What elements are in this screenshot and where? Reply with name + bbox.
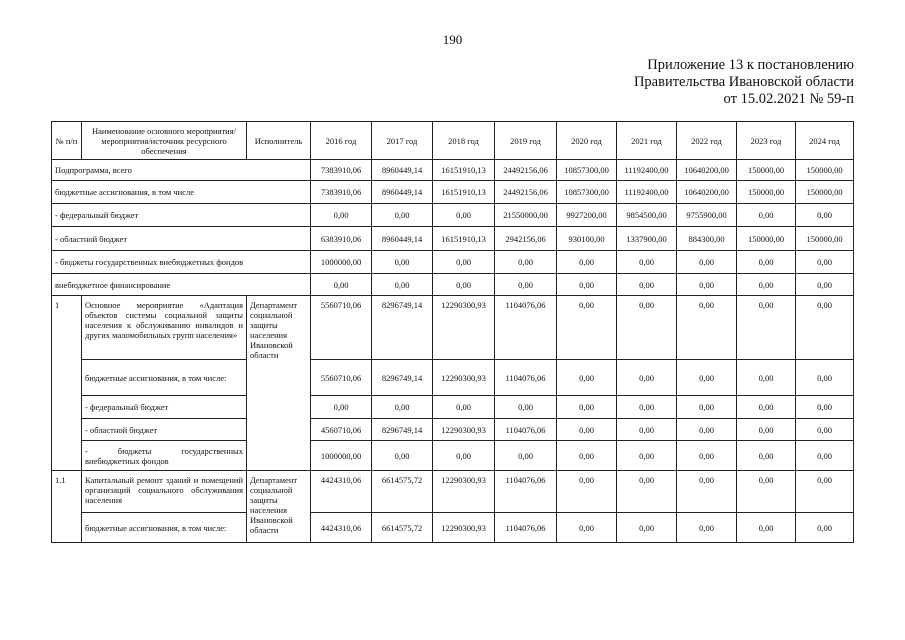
value-cell: 9755900,00 <box>677 204 737 227</box>
value-cell: 0,00 <box>372 396 433 419</box>
row-label: - областной бюджет <box>82 419 247 441</box>
value-cell: 0,00 <box>796 204 854 227</box>
value-cell: 1104076,06 <box>495 471 557 513</box>
summary-row <box>52 204 854 227</box>
value-cell: 0,00 <box>677 251 737 274</box>
value-cell: 0,00 <box>737 251 796 274</box>
column-header: 2020 год <box>557 122 617 160</box>
table-row <box>52 513 854 543</box>
value-cell: 0,00 <box>737 360 796 396</box>
value-cell: 0,00 <box>677 471 737 513</box>
value-cell: 8960449,14 <box>372 160 433 181</box>
value-cell: 0,00 <box>433 251 495 274</box>
value-cell: 8960449,14 <box>372 181 433 204</box>
value-cell: 0,00 <box>737 204 796 227</box>
value-cell: 0,00 <box>617 513 677 543</box>
item-number: 1 <box>52 296 82 471</box>
value-cell: 0,00 <box>677 396 737 419</box>
table-row <box>52 441 854 471</box>
value-cell: 2942156,06 <box>495 227 557 251</box>
value-cell: 7383910,06 <box>311 181 372 204</box>
column-header: 2016 год <box>311 122 372 160</box>
executor-cell: Департамент социальной защиты населения Ивановской области <box>247 296 311 471</box>
value-cell: 0,00 <box>557 513 617 543</box>
value-cell: 5560710,06 <box>311 360 372 396</box>
row-label: бюджетные ассигнования, в том числе: <box>82 360 247 396</box>
value-cell: 5560710,06 <box>311 296 372 360</box>
column-header: № п/п <box>52 122 82 160</box>
value-cell: 0,00 <box>311 396 372 419</box>
value-cell: 4560710,06 <box>311 419 372 441</box>
value-cell: 0,00 <box>557 441 617 471</box>
value-cell: 0,00 <box>737 471 796 513</box>
value-cell: 0,00 <box>557 360 617 396</box>
value-cell: 0,00 <box>372 274 433 296</box>
column-header: 2018 год <box>433 122 495 160</box>
value-cell: 0,00 <box>737 396 796 419</box>
value-cell: 1104076,06 <box>495 296 557 360</box>
value-cell: 1104076,06 <box>495 419 557 441</box>
summary-row <box>52 274 854 296</box>
value-cell: 16151910,13 <box>433 181 495 204</box>
value-cell: 0,00 <box>495 441 557 471</box>
value-cell: 0,00 <box>617 471 677 513</box>
row-label: - бюджеты государственных внебюджетных фондов <box>82 441 247 471</box>
value-cell: 0,00 <box>617 441 677 471</box>
value-cell: 8296749,14 <box>372 419 433 441</box>
value-cell: 9854500,00 <box>617 204 677 227</box>
column-header: 2017 год <box>372 122 433 160</box>
value-cell: 0,00 <box>737 419 796 441</box>
value-cell: 12290300,93 <box>433 296 495 360</box>
value-cell: 0,00 <box>372 204 433 227</box>
table-row <box>52 419 854 441</box>
value-cell: 0,00 <box>737 296 796 360</box>
table-header-row <box>52 122 854 160</box>
table-row <box>52 396 854 419</box>
value-cell: 884300,00 <box>677 227 737 251</box>
value-cell: 8296749,14 <box>372 296 433 360</box>
value-cell: 150000,00 <box>796 181 854 204</box>
value-cell: 0,00 <box>495 396 557 419</box>
value-cell: 1000000,00 <box>311 251 372 274</box>
value-cell: 0,00 <box>677 513 737 543</box>
value-cell: 0,00 <box>796 513 854 543</box>
value-cell: 0,00 <box>796 251 854 274</box>
value-cell: 150000,00 <box>796 227 854 251</box>
value-cell: 0,00 <box>617 251 677 274</box>
column-header: Наименование основного мероприятия/мероприятия/источник ресурсного обеспечения <box>82 122 247 160</box>
value-cell: 24492156,06 <box>495 160 557 181</box>
value-cell: 1104076,06 <box>495 360 557 396</box>
value-cell: 0,00 <box>796 360 854 396</box>
value-cell: 6614575,72 <box>372 513 433 543</box>
column-header: 2021 год <box>617 122 677 160</box>
value-cell: 150000,00 <box>796 160 854 181</box>
value-cell: 0,00 <box>677 441 737 471</box>
row-label: внебюджетное финансирование <box>52 274 311 296</box>
value-cell: 16151910,13 <box>433 227 495 251</box>
value-cell: 12290300,93 <box>433 513 495 543</box>
row-label: Капитальный ремонт зданий и помещений организаций социального обслуживания населения <box>82 471 247 513</box>
row-label: - областной бюджет <box>52 227 311 251</box>
value-cell: 0,00 <box>617 419 677 441</box>
value-cell: 0,00 <box>796 296 854 360</box>
value-cell: 21550000,00 <box>495 204 557 227</box>
row-label: бюджетные ассигнования, в том числе: <box>82 513 247 543</box>
value-cell: 4424310,06 <box>311 471 372 513</box>
table-row <box>52 296 854 360</box>
summary-row <box>52 251 854 274</box>
value-cell: 0,00 <box>433 204 495 227</box>
value-cell: 10857300,00 <box>557 181 617 204</box>
appendix-line-3: от 15.02.2021 № 59-п <box>723 91 854 107</box>
value-cell: 12290300,93 <box>433 471 495 513</box>
value-cell: 0,00 <box>737 513 796 543</box>
row-label: - федеральный бюджет <box>82 396 247 419</box>
value-cell: 0,00 <box>372 441 433 471</box>
appendix-line-2: Правительства Ивановской области <box>633 74 854 90</box>
value-cell: 0,00 <box>796 471 854 513</box>
value-cell: 0,00 <box>433 396 495 419</box>
value-cell: 8960449,14 <box>372 227 433 251</box>
value-cell: 0,00 <box>557 471 617 513</box>
column-header: 2022 год <box>677 122 737 160</box>
value-cell: 0,00 <box>495 251 557 274</box>
value-cell: 1337900,00 <box>617 227 677 251</box>
row-label: Основное мероприятие «Адаптация объектов системы социальной защиты населения к обслуживанию инвалидов и других маломобильных групп населения» <box>82 296 247 360</box>
value-cell: 0,00 <box>557 274 617 296</box>
value-cell: 12290300,93 <box>433 360 495 396</box>
value-cell: 0,00 <box>617 360 677 396</box>
row-label: бюджетные ассигнования, в том числе <box>52 181 311 204</box>
row-label: Подпрограмма, всего <box>52 160 311 181</box>
value-cell: 0,00 <box>796 419 854 441</box>
value-cell: 0,00 <box>495 274 557 296</box>
value-cell: 0,00 <box>311 204 372 227</box>
value-cell: 930100,00 <box>557 227 617 251</box>
value-cell: 16151910,13 <box>433 160 495 181</box>
item-number: 1.1 <box>52 471 82 543</box>
value-cell: 11192400,00 <box>617 181 677 204</box>
value-cell: 24492156,06 <box>495 181 557 204</box>
value-cell: 0,00 <box>796 274 854 296</box>
value-cell: 0,00 <box>677 360 737 396</box>
table-row <box>52 471 854 513</box>
value-cell: 0,00 <box>372 251 433 274</box>
value-cell: 0,00 <box>796 396 854 419</box>
value-cell: 0,00 <box>737 274 796 296</box>
appendix-line-1: Приложение 13 к постановлению <box>647 57 854 73</box>
executor-cell: Департамент социальной защиты населения Ивановской области <box>247 471 311 543</box>
value-cell: 10857300,00 <box>557 160 617 181</box>
table-row <box>52 360 854 396</box>
page-number: 190 <box>442 32 463 47</box>
value-cell: 12290300,93 <box>433 419 495 441</box>
value-cell: 0,00 <box>433 441 495 471</box>
row-label: - бюджеты государственных внебюджетных фондов <box>52 251 311 274</box>
summary-row <box>52 160 854 181</box>
value-cell: 0,00 <box>677 296 737 360</box>
value-cell: 150000,00 <box>737 181 796 204</box>
column-header: 2023 год <box>737 122 796 160</box>
column-header: 2019 год <box>495 122 557 160</box>
value-cell: 8296749,14 <box>372 360 433 396</box>
value-cell: 4424310,06 <box>311 513 372 543</box>
funding-table <box>51 121 854 543</box>
value-cell: 0,00 <box>617 396 677 419</box>
value-cell: 10640200,00 <box>677 160 737 181</box>
value-cell: 10640200,00 <box>677 181 737 204</box>
value-cell: 0,00 <box>557 251 617 274</box>
value-cell: 9927200,00 <box>557 204 617 227</box>
value-cell: 0,00 <box>796 441 854 471</box>
value-cell: 150000,00 <box>737 160 796 181</box>
value-cell: 0,00 <box>311 274 372 296</box>
value-cell: 0,00 <box>557 296 617 360</box>
value-cell: 0,00 <box>617 296 677 360</box>
value-cell: 0,00 <box>677 419 737 441</box>
summary-row <box>52 181 854 204</box>
row-label: - федеральный бюджет <box>52 204 311 227</box>
column-header: 2024 год <box>796 122 854 160</box>
value-cell: 0,00 <box>557 396 617 419</box>
value-cell: 150000,00 <box>737 227 796 251</box>
summary-row <box>52 227 854 251</box>
value-cell: 0,00 <box>677 274 737 296</box>
value-cell: 0,00 <box>617 274 677 296</box>
value-cell: 11192400,00 <box>617 160 677 181</box>
value-cell: 6614575,72 <box>372 471 433 513</box>
value-cell: 6383910,06 <box>311 227 372 251</box>
value-cell: 1104076,06 <box>495 513 557 543</box>
value-cell: 7383910,06 <box>311 160 372 181</box>
value-cell: 0,00 <box>737 441 796 471</box>
value-cell: 0,00 <box>433 274 495 296</box>
column-header: Исполнитель <box>247 122 311 160</box>
value-cell: 1000000,00 <box>311 441 372 471</box>
appendix-heading <box>634 57 854 108</box>
value-cell: 0,00 <box>557 419 617 441</box>
